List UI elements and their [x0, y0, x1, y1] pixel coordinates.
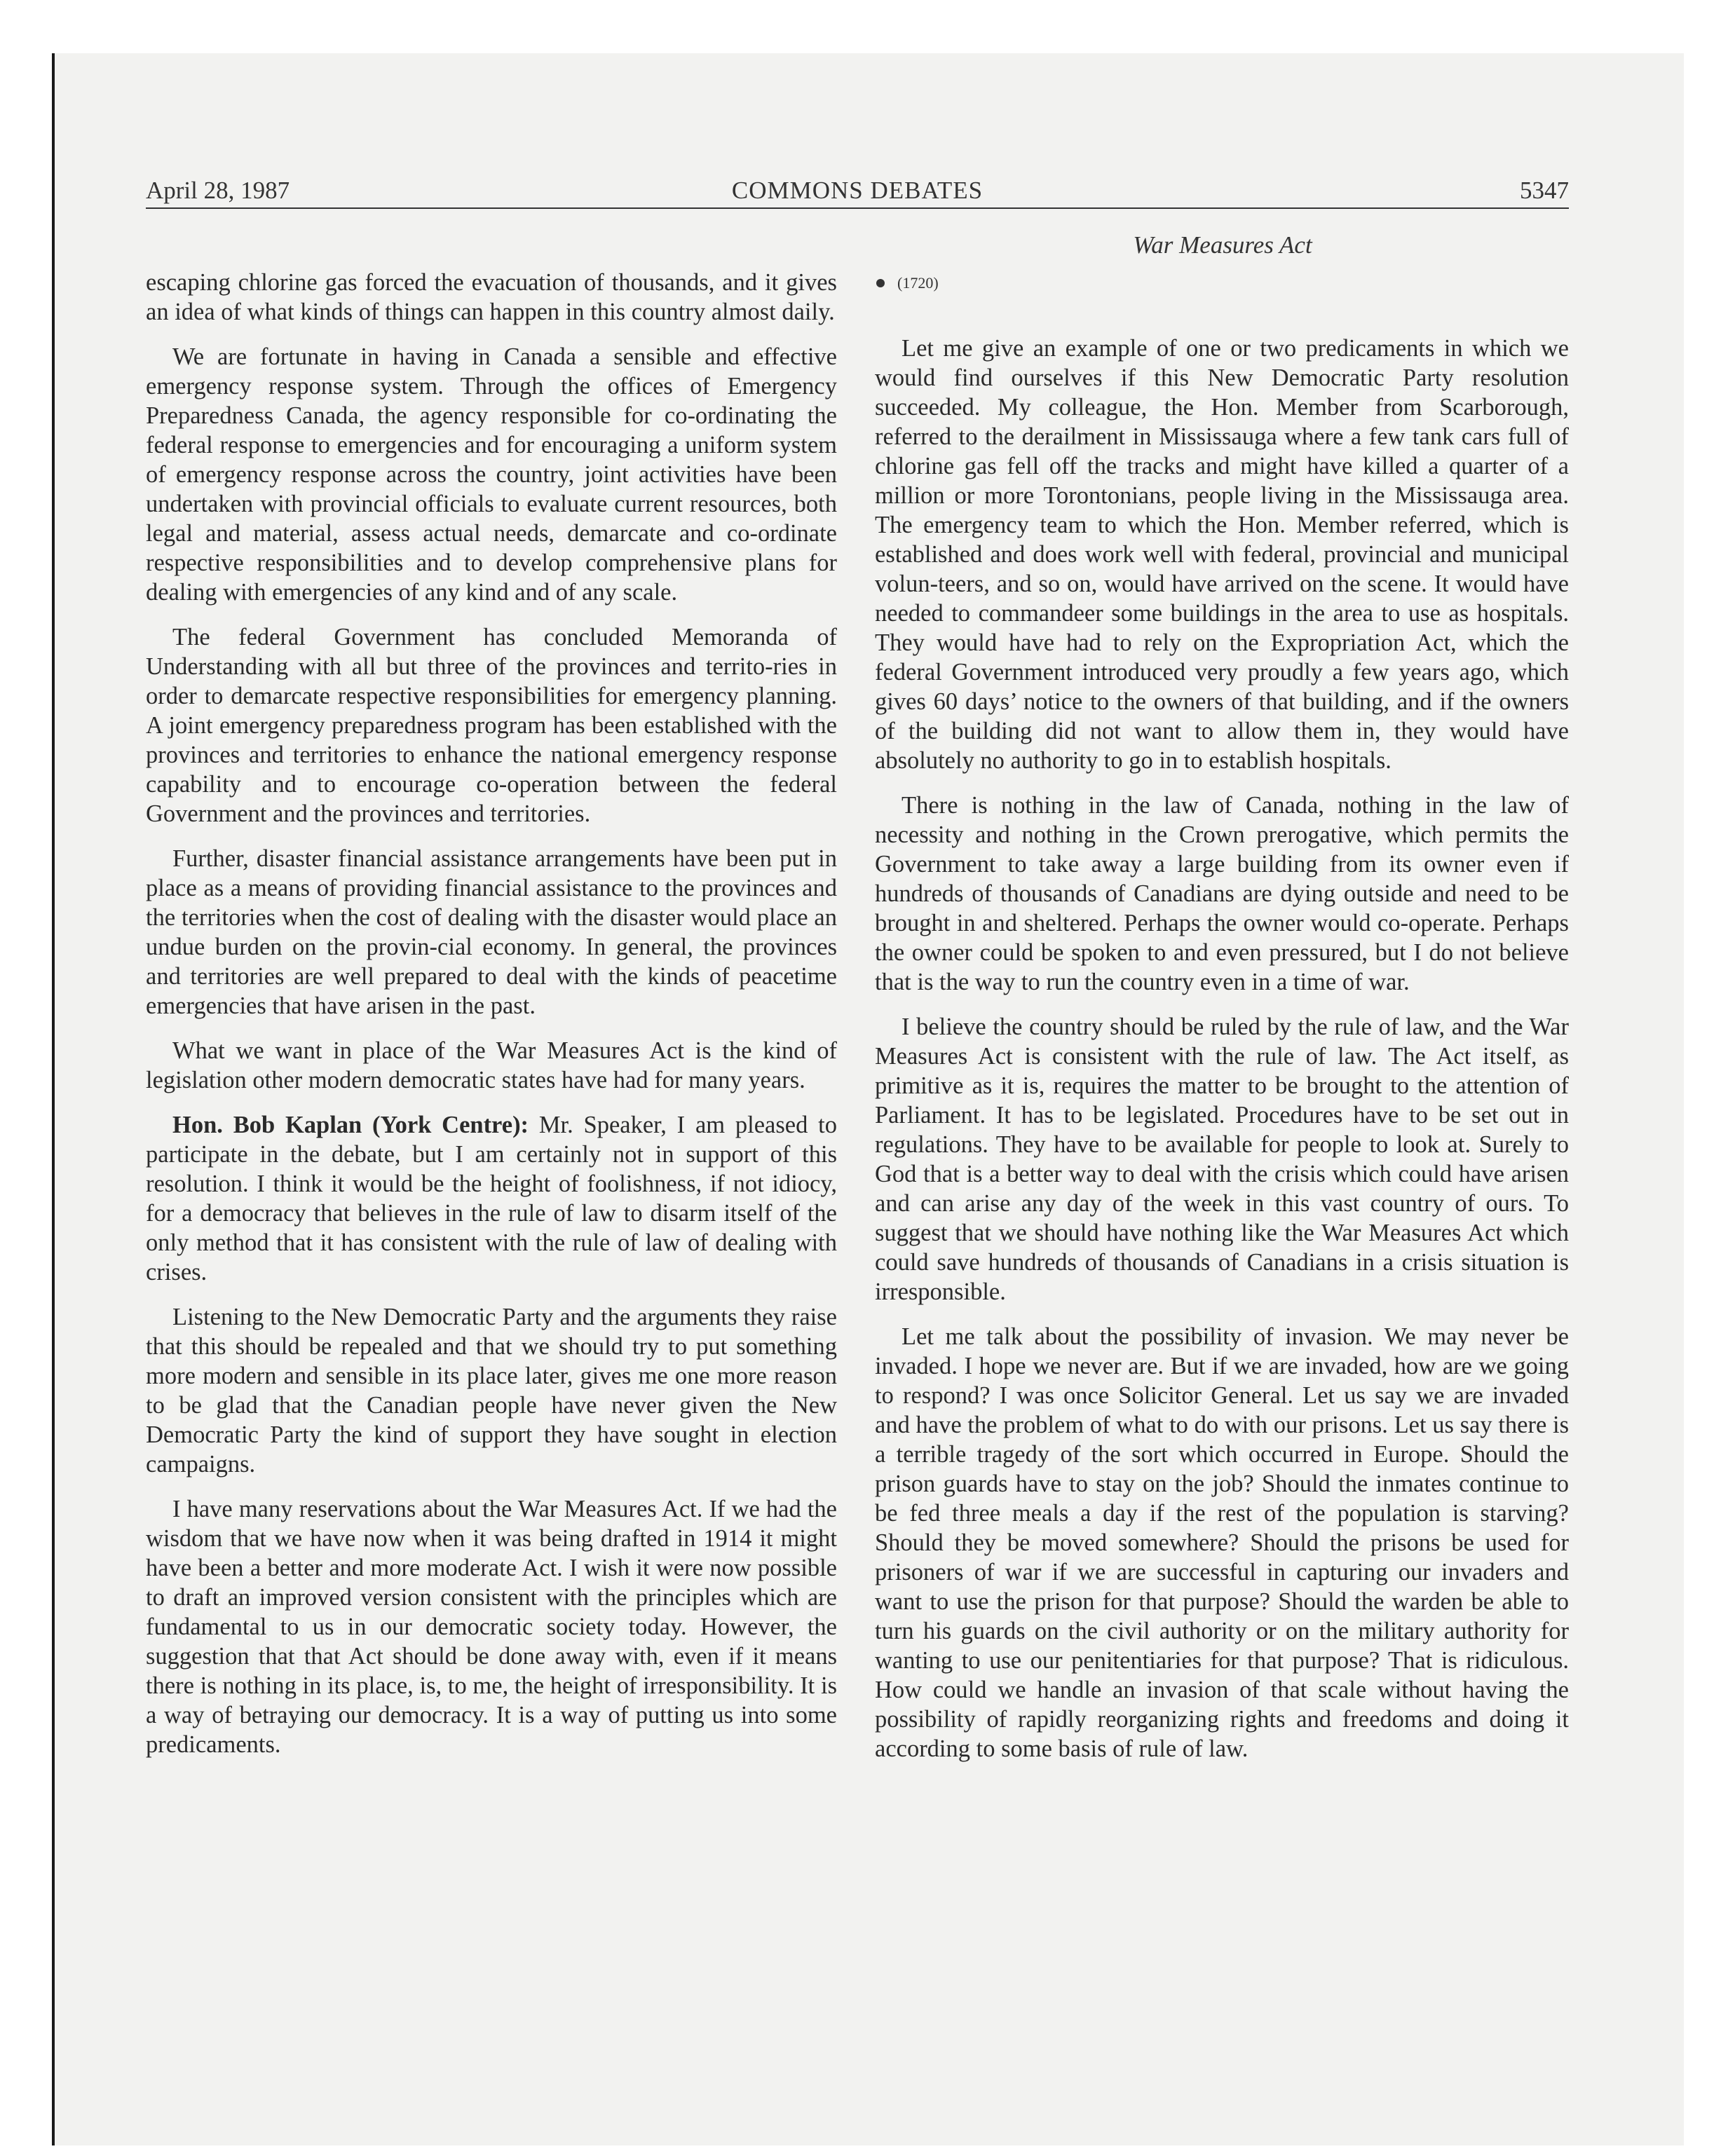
paragraph: I believe the country should be ruled by the rule of law, and the War Measures Act is consistent with the rule of law. The Act itself, as primitive as it is, requires the matter to be brought to the attention of Parliament. It has to be legislated. Procedures have to be set out in regulations. They have to be available for people to look at. Surely to God that is a better way to deal with the crisis which could have arisen and can arise any day of the week in this vast country of ours. To suggest that we should have nothing like the War Measures Act which could save hundreds of thousands of Canadians in a crisis situation is irresponsible.: [875, 1014, 1569, 1305]
speech-text: Mr. Speaker, I am pleased to participate in the debate, but I am certainly not in support of this resolution. I think it would be the height of foolishness, if not idiocy, for a democracy that believes in the rule of law to disarm itself of the only method that it has consistent with the rule of law of dealing with crises.: [146, 1112, 837, 1285]
bullet-icon: [876, 279, 885, 287]
timestamp-text: (1720): [897, 274, 939, 292]
paragraph: Let me give an example of one or two predicaments in which we would find ourselves if this New Democratic Party resolution succeeded. My colleague, the Hon. Member from Scarborough, referred to the derailment in Mississauga where a few tank cars full of chlorine gas fell off the tracks and might have killed a quarter of a million or more Torontonians, people living in the Mississauga area. The emergency team to which the Hon. Member referred, which is established and does work well with federal, provincial and municipal volun-teers, and so on, would have arrived on the scene. It would have needed to commandeer some buildings in the area to use as hospitals. They would have had to rely on the Expropriation Act, which the federal Government introduced very proudly a few years ago, which gives 60 days’ notice to the owners of that building, and if the owners of the building did not want to allow them in, they would have absolutely no authority to go in to establish hospitals.: [875, 335, 1569, 774]
paragraph: We are fortunate in having in Canada a sensible and effective emergency response system. Through the offices of Emergency Preparedness Canada, the agency responsible for co-ordinating the federal response to emergencies and for encouraging a uniform system of emergency response across the country, joint activities have been undertaken with provincial officials to evaluate current resources, both legal and material, assess actual needs, demarcate and co-ordinate respective responsibilities and to develop comprehensive plans for dealing with emergencies of any kind and of any scale.: [146, 343, 837, 606]
speech-paragraph: [146, 1110, 837, 1287]
paragraph: There is nothing in the law of Canada, nothing in the law of necessity and nothing in the Crown prerogative, which permits the Government to take away a large building from its owner even if hundreds of thousands of Canadians are dying outside and need to be brought in and sheltered. Perhaps the owner would co-operate. Perhaps the owner could be spoken to and even pressured, but I do not believe that is the way to run the country even in a time of war.: [875, 792, 1569, 995]
paragraph: Listening to the New Democratic Party and the arguments they raise that this should be repealed and that we should try to put something more modern and sensible in its place later, gives me one more reason to be glad that the Canadian people have never given the New Democratic Party the kind of support they have sought in election campaigns.: [146, 1304, 837, 1478]
paragraph: The federal Government has concluded Memoranda of Understanding with all but three of the provinces and territo-ries in order to demarcate respective responsibilities for emergency planning. A joint emergency preparedness program has been established with the provinces and territories to enhance the national emergency response capability and to encourage co-operation between the federal Government and the provinces and territories.: [146, 624, 837, 827]
paragraph: Further, disaster financial assistance arrangements have been put in place as a means of providing financial assistance to the provinces and the territories when the cost of dealing with the disaster would place an undue burden on the provin-cial economy. In general, the provinces and territories are well prepared to deal with the kinds of peacetime emergencies that have arisen in the past.: [146, 845, 837, 1019]
paragraph: What we want in place of the War Measures Act is the kind of legislation other modern democratic states have had for many years.: [146, 1037, 837, 1093]
left-column: [146, 268, 837, 1775]
page-header: [146, 177, 1569, 210]
running-head: War Measures Act: [1133, 231, 1312, 259]
paragraph: Let me talk about the possibility of invasion. We may never be invaded. I hope we never are. But if we are invaded, how are we going to respond? I was once Solicitor General. Let us say we are invaded and have the problem of what to do with our prisons. Let us say there is a terrible tragedy of the sort which occurred in Europe. Should the prison guards have to stay on the job? Should the inmates continue to be fed three meals a day if the rest of the population is starving? Should they be moved somewhere? Should the prisons be used for prisoners of war if we are successful in capturing our invaders and want to use the prison for that purpose? Should the warden be able to turn his guards on the civil authority or on the military authority for wanting to use our penitentiaries for that purpose? That is ridiculous. How could we handle an invasion of that scale without having the possibility of rapidly reorganizing rights and freedoms and doing it according to some basis of rule of law.: [875, 1323, 1569, 1762]
right-column: [875, 268, 1569, 1779]
paragraph: escaping chlorine gas forced the evacuation of thousands, and it gives an idea of what kinds of things can happen in this country almost daily.: [146, 269, 837, 325]
scan-left-edge: [52, 53, 55, 2145]
header-page-number: 5347: [1520, 177, 1569, 204]
speaker-name: Hon. Bob Kaplan (York Centre):: [172, 1112, 529, 1138]
paragraph: I have many reservations about the War Measures Act. If we had the wisdom that we have now when it was being drafted in 1914 it might have been a better and more moderate Act. I wish it were now possible to draft an improved version consistent with the principles which are fundamental to us in our democratic society today. However, the suggestion that that Act should be done away with, even if it means there is nothing in its place, is, to me, the height of irresponsibility. It is a way of betraying our democracy. It is a way of putting us into some predicaments.: [146, 1496, 837, 1758]
header-publication: COMMONS DEBATES: [731, 177, 984, 204]
header-date: April 28, 1987: [146, 177, 290, 204]
header-rule: [146, 207, 1569, 209]
timestamp: [875, 268, 1569, 299]
